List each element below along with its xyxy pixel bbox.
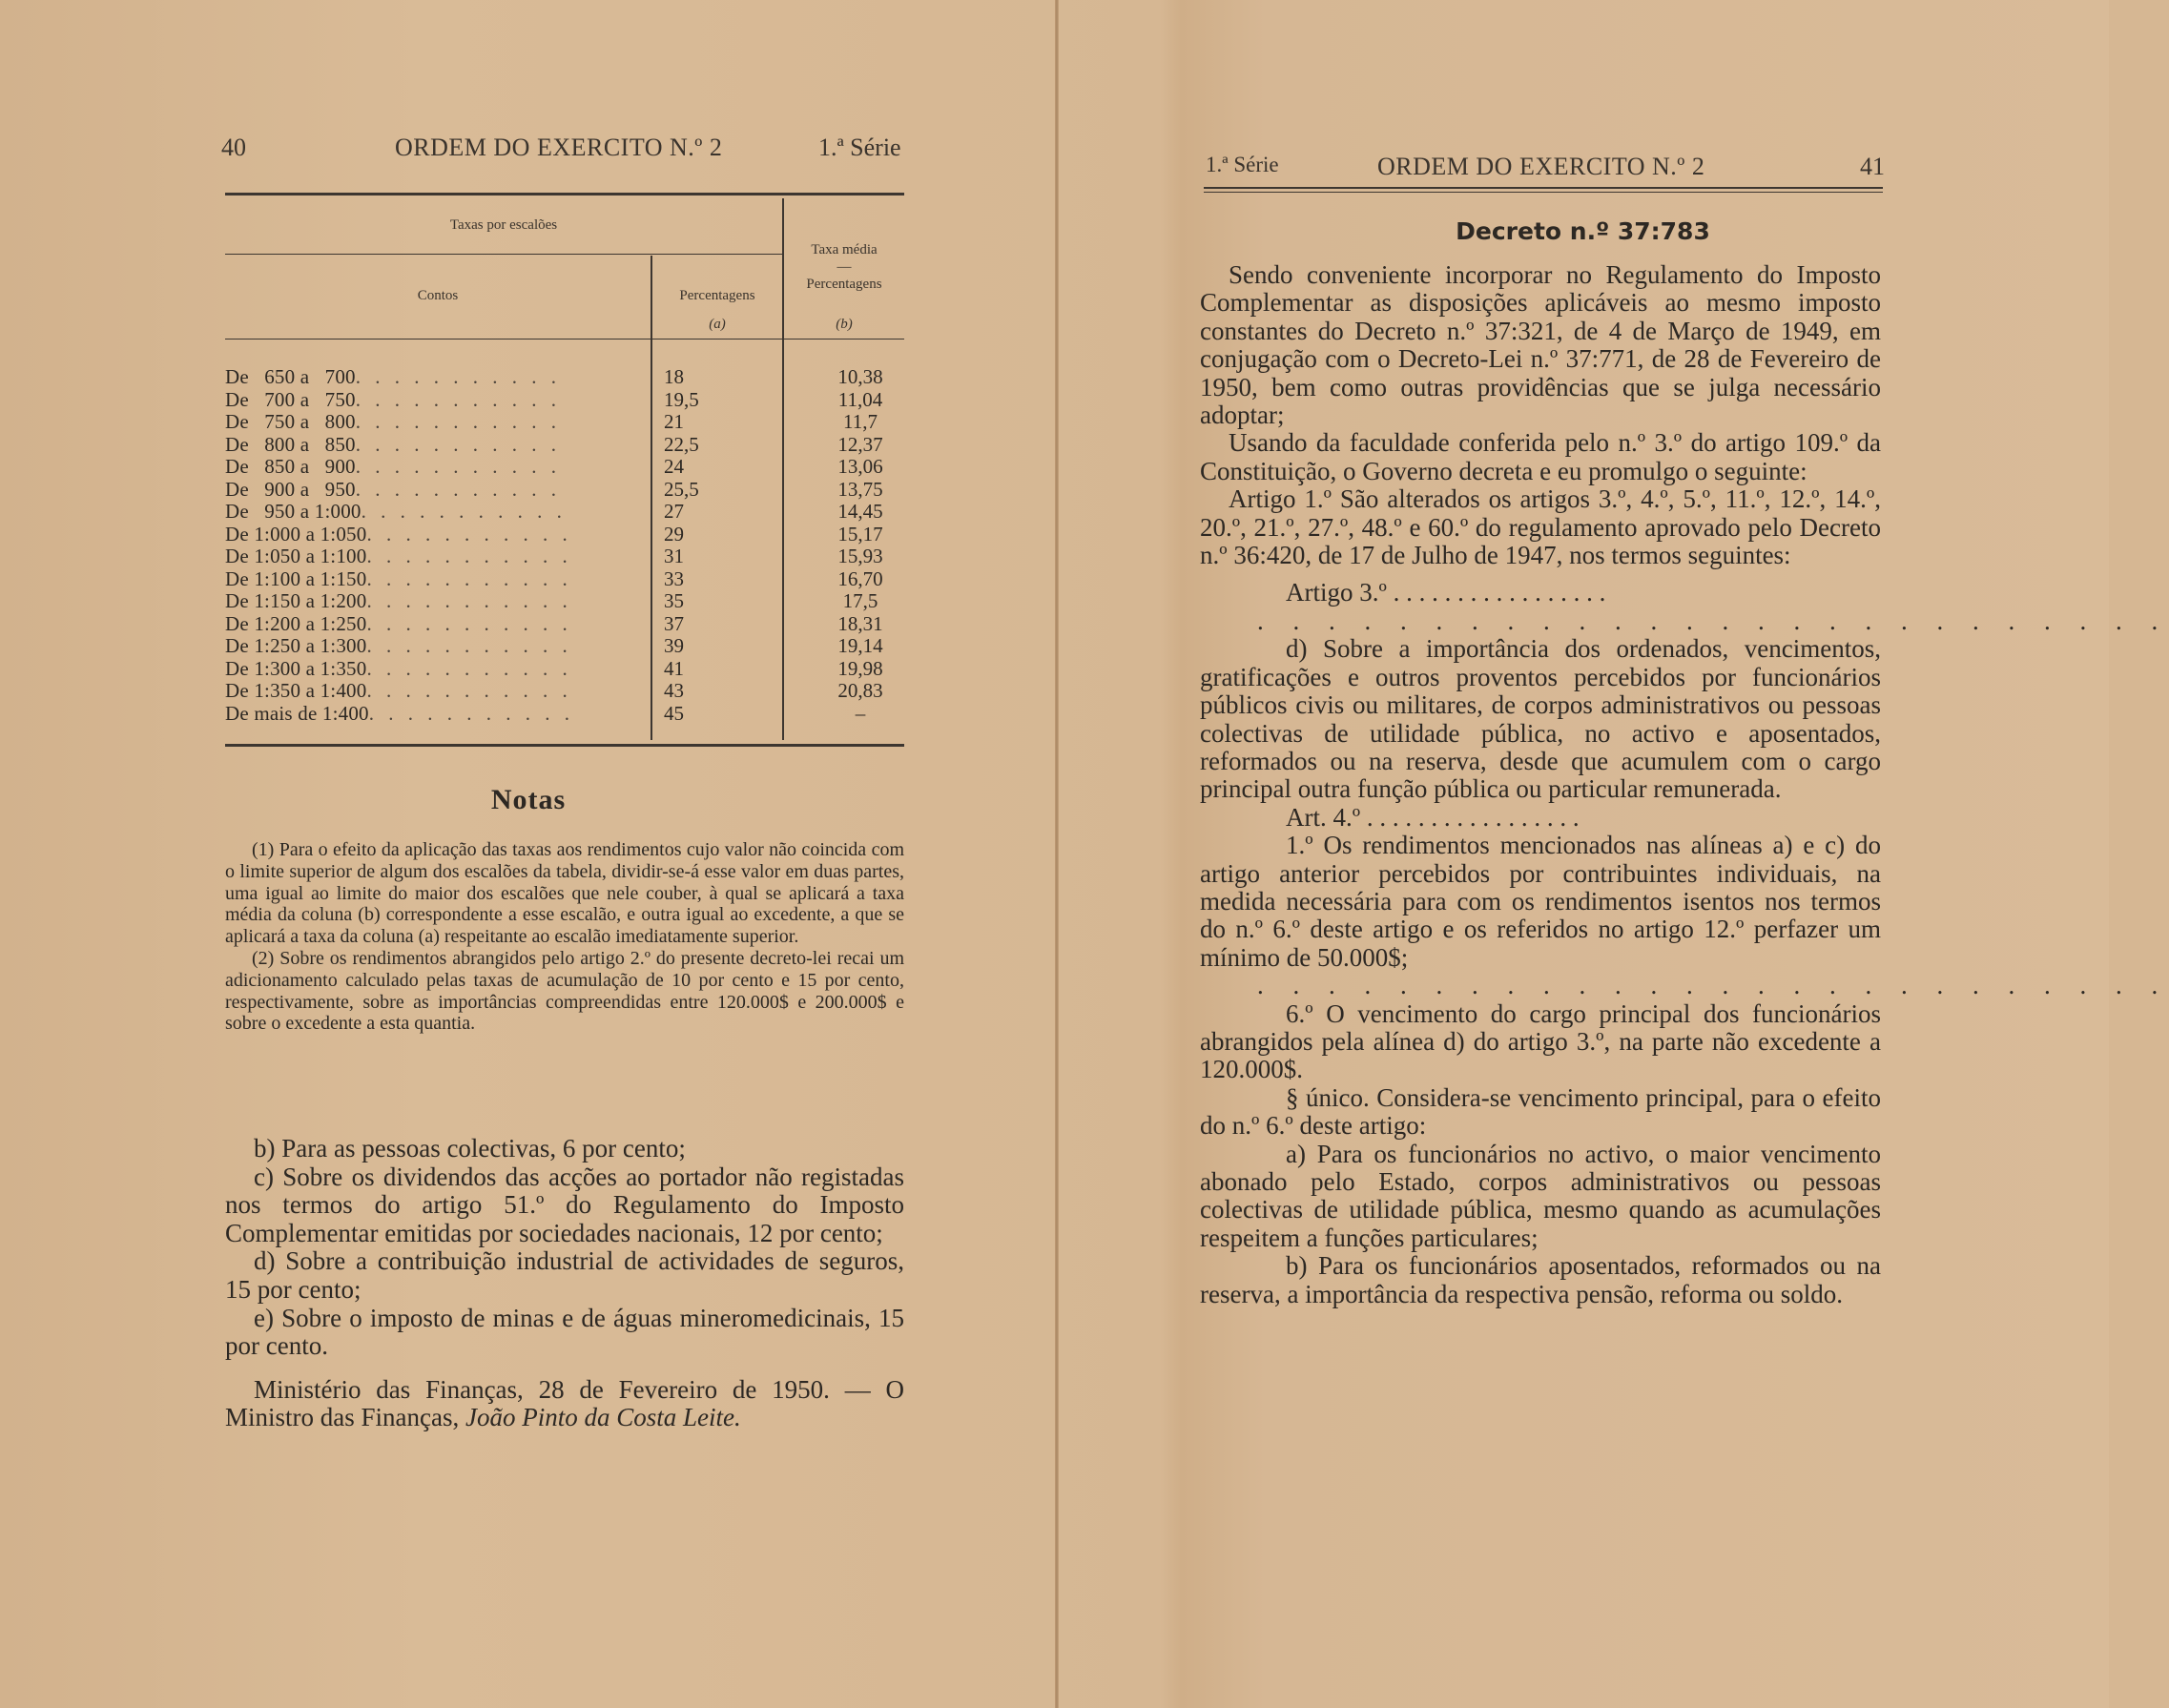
decree-title: Decreto n.º 37:783: [1456, 217, 1710, 245]
table-row: [225, 703, 908, 726]
row-leader-dots: . . . . . . . . . . .: [355, 432, 562, 456]
table-row: [225, 411, 908, 434]
row-rate-a: 33: [664, 566, 684, 590]
row-label: [225, 545, 572, 568]
row-rate-b: 20,83: [837, 679, 883, 702]
table-header-rule: [225, 339, 904, 340]
row-rate-b: 15,93: [837, 545, 883, 567]
row-rate-a: 29: [664, 522, 684, 545]
article-4-heading: Art. 4.º . . . . . . . . . . . . . . . . .: [1286, 802, 1580, 832]
row-leader-dots: . . . . . . . . . . .: [355, 365, 562, 388]
table-row: [225, 680, 908, 703]
paragraph-d: d) Sobre a contribuição industrial de actividades de seguros, 15 por cento;: [225, 1246, 904, 1304]
table-row: [225, 568, 908, 591]
row-range: De 700 a 750: [225, 387, 356, 411]
table-bottom-rule: [225, 744, 904, 747]
row-rate-a: 37: [664, 611, 684, 635]
row-leader-dots: . . . . . . . . . . .: [366, 589, 572, 612]
row-rate-a: 39: [664, 634, 684, 657]
row-rate-b: 11,7: [843, 410, 878, 433]
row-label: [225, 658, 572, 681]
header-title: ORDEM DO EXERCITO N.º 2: [395, 134, 723, 161]
col-header-taxa-media: Taxa média: [811, 242, 878, 257]
row-label: [225, 590, 572, 613]
signature-name: João Pinto da Costa Leite.: [465, 1403, 741, 1432]
row-rate-a: 24: [664, 455, 684, 478]
row-label: [225, 389, 561, 412]
left-page: [0, 0, 1057, 1708]
row-rate-b: 14,45: [837, 500, 883, 523]
row-rate-a: 31: [664, 545, 684, 567]
row-label: [225, 680, 572, 703]
decree-paragraph-3: Artigo 1.º São alterados os artigos 3.º, 4.º, 5.º, 11.º, 12.º, 14.º, 20.º, 21.º, 27.º, 48.º e 60.º do regulamento aprovado pelo Decreto n.º 36:420, de 17 de Julho de 1947, nos termos seguintes:: [1200, 484, 1881, 570]
table-row: [225, 456, 908, 479]
table-top-rule: [225, 193, 904, 195]
row-label: [225, 635, 572, 658]
decree-paragraph-1: Sendo conveniente incorporar no Regulamento do Imposto Complementar as disposições aplicáveis ao mesmo imposto constantes do Decreto n.º 37:321, de 4 de Março de 1949, em conjugação com o Decreto-Lei n.º 37:771, de 28 de Fevereiro de 1950, bem como outras providências que se julga necessário adoptar;: [1200, 260, 1881, 430]
paragraph-unico-b: b) Para os funcionários aposentados, reformados ou na reserva, a importância da respectiva pensão, reforma ou soldo.: [1200, 1251, 1881, 1308]
right-header-title: ORDEM DO EXERCITO N.º 2: [1377, 153, 1705, 180]
notes-title: Notas: [490, 784, 567, 815]
article-4-1: 1.º Os rendimentos mencionados nas alíneas a) e c) do artigo anterior percebidos por contribuintes individuais, na medida necessária para com os rendimentos isentos nos termos do n.º 6.º deste artigo e os referidos no artigo 12.º perfazer um mínimo de 50.000$;: [1200, 831, 1881, 972]
row-rate-b: 18,31: [837, 611, 883, 635]
table-row: [225, 590, 908, 613]
row-range: De 1:350 a 1:400: [225, 679, 367, 702]
row-range: De 950 a 1:000: [225, 500, 362, 523]
row-leader-dots: . . . . . . . . . . .: [355, 387, 562, 411]
row-range: De 1:200 a 1:250: [225, 611, 367, 635]
paragraph-unico: § único. Considera-se vencimento principal, para o efeito do n.º 6.º deste artigo:: [1200, 1082, 1881, 1141]
table-row: [225, 434, 908, 457]
row-range: De 650 a 700: [225, 365, 356, 388]
row-rate-a: 35: [664, 589, 684, 612]
row-range: De 800 a 850: [225, 432, 356, 456]
page-number: 40: [221, 134, 246, 161]
row-leader-dots: . . . . . . . . . . .: [355, 410, 562, 433]
row-rate-a: 27: [664, 500, 684, 523]
right-header-series: 1.ª Série: [1206, 153, 1279, 176]
left-body-text: [225, 1135, 904, 1432]
table-row: [225, 613, 908, 636]
article-3-d: d) Sobre a importância dos ordenados, vencimentos, gratificações e outros proventos percebidos por funcionários públicos civis ou militares, de corpos administrativos ou pessoas colectivas de utilidade pública, no activo e aposentados, reformados ou na reserva, desde que acumulem com o cargo principal outra função pública ou particular remunerada.: [1200, 634, 1881, 804]
elision-dots-1: . . . . . . . . . . . . . . . . . . . . . . . . . .: [1257, 606, 2169, 635]
paragraph-unico-a: a) Para os funcionários no activo, o maior vencimento abonado pelo Estado, corpos administrativos ou pessoas colectivas de utilidade pública, mesmo quando as acumulações respeitem a funções particulares;: [1200, 1139, 1881, 1252]
col-header-contos: Contos: [417, 288, 459, 303]
table-row: [225, 658, 908, 681]
row-rate-b: 15,17: [837, 522, 883, 545]
row-range: De 1:100 a 1:150: [225, 566, 367, 590]
col-header-b: (b): [836, 317, 853, 332]
row-rate-b: 13,06: [837, 455, 883, 478]
row-rate-b: 17,5: [842, 589, 878, 612]
article-3-heading: Artigo 3.º . . . . . . . . . . . . . . . . .: [1286, 578, 1606, 607]
row-range: De 1:250 a 1:300: [225, 634, 367, 657]
row-label: [225, 434, 561, 457]
notes-block: [225, 839, 904, 1035]
right-header-rule: [1204, 187, 1883, 189]
row-rate-b: 16,70: [837, 566, 883, 590]
col-header-percentagens: Percentagens: [679, 288, 755, 303]
row-rate-b: –: [855, 701, 866, 725]
row-rate-a: 22,5: [664, 432, 699, 456]
row-rate-a: 43: [664, 679, 684, 702]
row-label: [225, 366, 561, 389]
row-leader-dots: . . . . . . . . . . .: [366, 545, 572, 567]
row-label: [225, 568, 572, 591]
row-leader-dots: . . . . . . . . . . .: [361, 500, 567, 523]
row-rate-a: 21: [664, 410, 684, 433]
decree-paragraph-2: Usando da faculdade conferida pelo n.º 3.º do artigo 109.º da Constituição, o Governo decreta e eu promulgo o seguinte:: [1200, 428, 1881, 485]
row-range: De 850 a 900: [225, 455, 356, 478]
row-leader-dots: . . . . . . . . . . .: [355, 477, 562, 501]
note-1: (1) Para o efeito da aplicação das taxas aos rendimentos cujo valor não coincida com o limite superior de algum dos escalões da tabela, dividir-se-á esse valor em duas partes, uma igual ao limite do maior dos escalões que nele couber, à qual se aplicará a taxa média da coluna (b) correspondente a esse escalão, e outra igual ao excedente, a que se aplicará a taxa da coluna (a) respeitante ao escalão imediatamente superior.: [225, 839, 904, 948]
row-range: De 750 a 800: [225, 410, 356, 433]
row-leader-dots: . . . . . . . . . . .: [366, 522, 572, 545]
row-range: De 1:150 a 1:200: [225, 589, 367, 612]
right-header-rule-2: [1204, 192, 1883, 193]
col-header-a: (a): [709, 317, 726, 332]
table-row: [225, 389, 908, 412]
row-rate-b: 19,98: [837, 656, 883, 680]
row-leader-dots: . . . . . . . . . . .: [366, 566, 572, 590]
row-leader-dots: . . . . . . . . . . .: [355, 455, 562, 478]
table-group-rule: [225, 254, 782, 255]
table-row: [225, 545, 908, 568]
signature-line: Ministério das Finanças, 28 de Fevereiro de 1950. — O Ministro das Finanças,: [225, 1374, 904, 1432]
header-series: 1.ª Série: [818, 134, 901, 161]
row-label: [225, 524, 572, 546]
table-body: [225, 366, 908, 725]
row-rate-a: 41: [664, 656, 684, 680]
row-rate-b: 19,14: [837, 634, 883, 657]
row-label: [225, 411, 561, 434]
row-rate-b: 10,38: [837, 365, 883, 388]
row-rate-b: 12,37: [837, 432, 883, 456]
row-label: [225, 501, 567, 524]
right-body-text: [1200, 260, 2169, 1308]
row-range: De mais de 1:400: [225, 701, 369, 725]
row-leader-dots: . . . . . . . . . . .: [366, 611, 572, 635]
elision-dots-2: . . . . . . . . . . . . . . . . . . . . . . . . . .: [1257, 971, 2169, 1000]
signature: [225, 1376, 904, 1432]
row-range: De 1:050 a 1:100: [225, 545, 367, 567]
row-rate-b: 11,04: [837, 387, 883, 411]
note-2: (2) Sobre os rendimentos abrangidos pelo artigo 2.º do presente decreto-lei recai um adicionamento calculado pelas taxas de acumulação de 10 por cento e 15 por cento, respectivamente, sobre as importâncias compreendidas entre 120.000$ e 200.000$ e sobre o excedente a esta quantia.: [225, 947, 904, 1035]
row-label: [225, 479, 561, 502]
table-group-header: Taxas por escalões: [449, 217, 558, 233]
col-header-dash: —: [837, 259, 852, 275]
table-row: [225, 366, 908, 389]
row-rate-a: 25,5: [664, 477, 699, 501]
paragraph-c: c) Sobre os dividendos das acções ao portador não registadas nos termos do artigo 51.º do Regulamento do Imposto Complementar emitidas por sociedades nacionais, 12 por cento;: [225, 1162, 904, 1247]
table-row: [225, 635, 908, 658]
col-header-percentagens-b: Percentagens: [806, 277, 882, 292]
right-page-number: 41: [1860, 153, 1885, 180]
row-label: [225, 456, 561, 479]
row-rate-b: 13,75: [837, 477, 883, 501]
row-label: [225, 703, 574, 726]
row-range: De 1:300 a 1:350: [225, 656, 367, 680]
row-leader-dots: . . . . . . . . . . .: [368, 701, 575, 725]
row-rate-a: 19,5: [664, 387, 699, 411]
row-label: [225, 613, 572, 636]
table-row: [225, 501, 908, 524]
row-range: De 900 a 950: [225, 477, 356, 501]
row-rate-a: 45: [664, 701, 684, 725]
paragraph-e: e) Sobre o imposto de minas e de águas mineromedicinais, 15 por cento.: [225, 1303, 904, 1361]
table-row: [225, 524, 908, 546]
row-leader-dots: . . . . . . . . . . .: [366, 656, 572, 680]
row-rate-a: 18: [664, 365, 684, 388]
paragraph-b: b) Para as pessoas colectivas, 6 por cento;: [254, 1134, 686, 1163]
row-range: De 1:000 a 1:050: [225, 522, 367, 545]
row-leader-dots: . . . . . . . . . . .: [366, 634, 572, 657]
article-4-6: 6.º O vencimento do cargo principal dos funcionários abrangidos pela alínea d) do artigo 3.º, na parte não excedente a 120.000$.: [1200, 998, 1881, 1084]
table-row: [225, 479, 908, 502]
row-leader-dots: . . . . . . . . . . .: [366, 679, 572, 702]
